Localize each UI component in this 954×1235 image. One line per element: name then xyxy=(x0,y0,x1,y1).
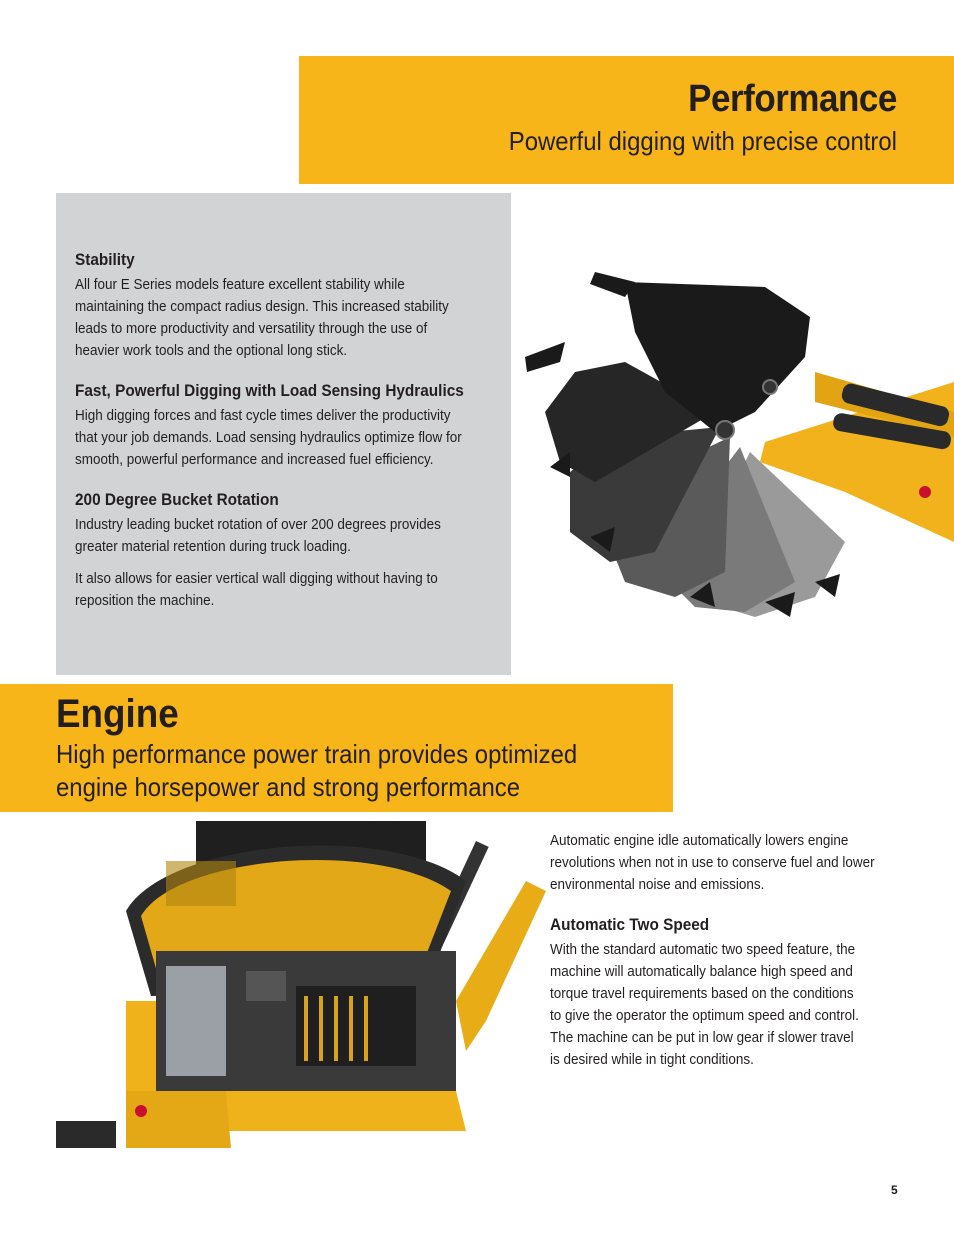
idle-line: Automatic engine idle automatically lowers engine xyxy=(550,833,849,849)
bucket-rotation-image xyxy=(515,262,954,622)
rotation-line: Industry leading bucket rotation of over 200 degrees provides xyxy=(75,517,441,533)
two-speed-line: is desired while in tight conditions. xyxy=(550,1052,754,1068)
stability-line: leads to more productivity and versatility through the use of xyxy=(75,321,428,337)
stability-line: heavier work tools and the optional long stick. xyxy=(75,343,348,359)
engine-banner xyxy=(0,684,673,812)
page-number: 5 xyxy=(891,1183,898,1197)
digging-line: smooth, powerful performance and increased fuel efficiency. xyxy=(75,452,434,468)
rotation-heading: 200 Degree Bucket Rotation xyxy=(75,491,279,509)
digging-line: that your job demands. Load sensing hydraulics optimize flow for xyxy=(75,430,462,446)
stability-line: All four E Series models feature excellent stability while xyxy=(75,277,405,293)
two-speed-line: machine will automatically balance high speed and xyxy=(550,964,853,980)
two-speed-line: With the standard automatic two speed feature, the xyxy=(550,942,856,958)
two-speed-line: torque travel requirements based on the conditions xyxy=(550,986,854,1002)
stability-line: maintaining the compact radius design. This increased stability xyxy=(75,299,449,315)
engine-text-column xyxy=(550,830,900,1071)
performance-subtitle: Powerful digging with precise control xyxy=(508,126,897,156)
two-speed-line: The machine can be put in low gear if slower travel xyxy=(550,1030,854,1046)
engine-compartment-image xyxy=(56,821,554,1148)
two-speed-heading: Automatic Two Speed xyxy=(550,916,710,934)
engine-title: Engine xyxy=(56,692,179,736)
rotation-line: greater material retention during truck loading. xyxy=(75,539,351,555)
two-speed-line: to give the operator the optimum speed and control. xyxy=(550,1008,859,1024)
performance-title: Performance xyxy=(688,78,897,120)
engine-subtitle-line: engine horsepower and strong performance xyxy=(56,772,521,802)
digging-heading: Fast, Powerful Digging with Load Sensing Hydraulics xyxy=(75,382,464,400)
idle-line: revolutions when not in use to conserve fuel and lower xyxy=(550,855,875,871)
rotation-line: It also allows for easier vertical wall digging without having to xyxy=(75,571,438,587)
engine-subtitle-line: High performance power train provides optimized xyxy=(56,739,578,769)
performance-text-panel xyxy=(56,193,511,675)
performance-banner xyxy=(299,56,954,184)
rotation-line: reposition the machine. xyxy=(75,593,215,609)
stability-heading: Stability xyxy=(75,251,135,269)
idle-line: environmental noise and emissions. xyxy=(550,877,765,893)
digging-line: High digging forces and fast cycle times deliver the productivity xyxy=(75,408,451,424)
